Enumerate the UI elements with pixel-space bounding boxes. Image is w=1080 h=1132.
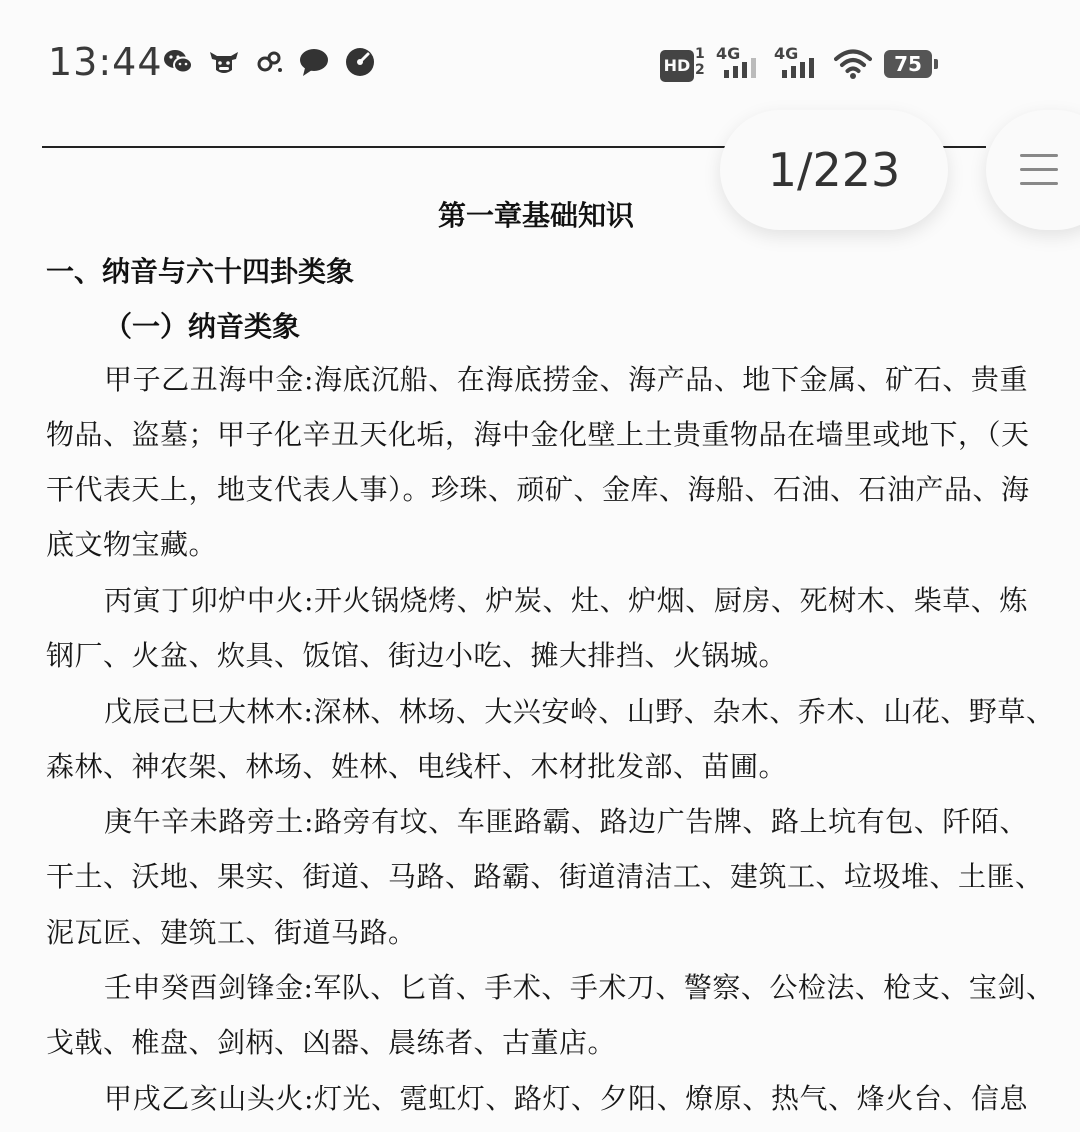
text-line: 丙寅丁卯炉中火:开火锅烧烤、炉炭、灶、炉烟、厨房、死树木、柴草、炼: [104, 584, 1028, 617]
status-bar: [0, 0, 1080, 120]
text-line: 森林、神农架、林场、姓林、电线杆、木材批发部、苗圃。: [46, 750, 788, 783]
ox-app-icon: [208, 46, 240, 78]
text-line: 物品、盗墓；甲子化辛丑天化垢，海中金化壁上土贵重物品在墙里或地下，（天: [46, 418, 1030, 451]
text-line: 泥瓦匠、建筑工、街道马路。: [46, 916, 417, 949]
hd-voice-icon: [660, 46, 710, 80]
section-heading: 一、纳音与六十四卦类象: [46, 255, 355, 288]
text-line: 戊辰己巳大林木:深林、林场、大兴安岭、山野、杂木、乔木、山花、野草、: [104, 695, 1055, 728]
text-line: 戈戟、椎盘、剑柄、凶器、晨练者、古董店。: [46, 1026, 617, 1059]
hd-sub-1: 1: [695, 46, 705, 62]
text-line: 甲子乙丑海中金:海底沉船、在海底捞金、海产品、地下金属、矿石、贵重: [104, 363, 1028, 396]
text-line: 壬申癸酉剑锋金:军队、匕首、手术、手术刀、警察、公检法、枪支、宝剑、: [104, 971, 1055, 1004]
hd-sub-2: 2: [695, 62, 705, 78]
status-time: 13:44: [48, 40, 163, 84]
text-line: 干代表天上，地支代表人事）。珍珠、顽矿、金库、海船、石油、石油产品、海: [46, 473, 1030, 506]
chapter-title: 第一章基础知识: [437, 199, 634, 232]
gauge-app-icon: [344, 46, 376, 78]
wechat-icon: [162, 46, 194, 78]
text-line: 甲戌乙亥山头火:灯光、霓虹灯、路灯、夕阳、燎原、热气、烽火台、信息: [104, 1082, 1028, 1115]
page-counter[interactable]: 1/223: [720, 110, 948, 230]
network-type-2: 4G: [774, 44, 799, 63]
battery-icon: 75: [884, 50, 932, 78]
text-line: 钢厂、火盆、炊具、饭馆、街边小吃、摊大排挡、火锅城。: [46, 639, 788, 672]
signal-2-icon: [774, 44, 824, 80]
subsection-heading: （一）纳音类象: [104, 310, 301, 343]
wifi-icon: [834, 48, 872, 80]
menu-icon: [1020, 154, 1058, 157]
network-type-1: 4G: [716, 44, 741, 63]
text-line: 干土、沃地、果实、街道、马路、路霸、街道清洁工、建筑工、垃圾堆、土匪、: [46, 860, 1044, 893]
chat-bubble-icon: [298, 46, 330, 78]
signal-1-icon: [716, 44, 766, 80]
text-line: 庚午辛未路旁土:路旁有坟、车匪路霸、路边广告牌、路上坑有包、阡陌、: [104, 805, 1028, 838]
link-app-icon: [254, 46, 286, 78]
hd-label: HD: [660, 50, 694, 82]
text-line: 底文物宝藏。: [46, 528, 218, 561]
